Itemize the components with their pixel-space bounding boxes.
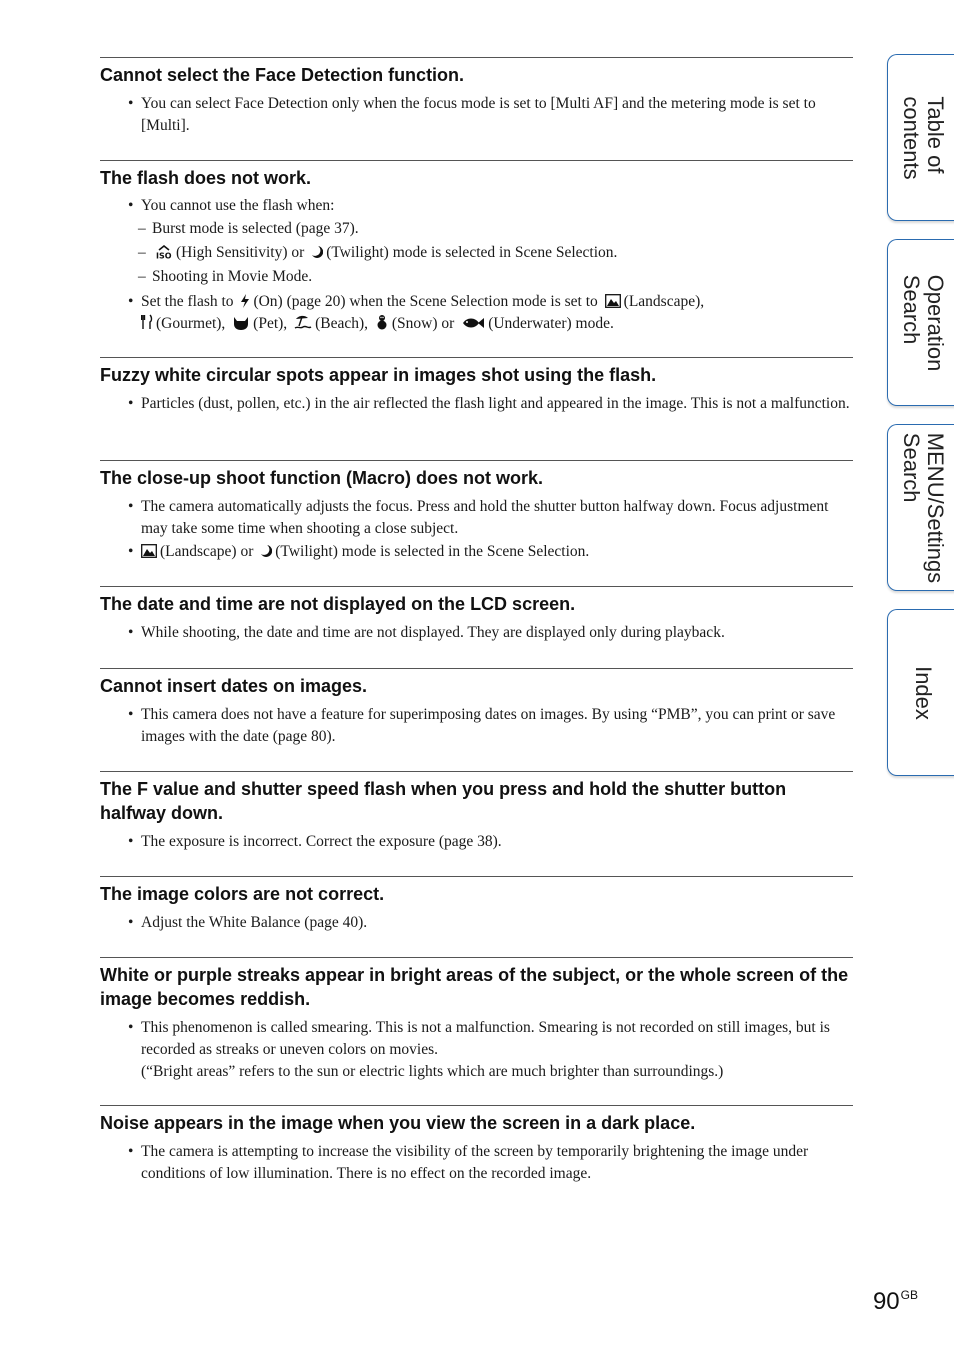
dash-text: (Twilight) mode is selected in Scene Selection. [326,244,618,261]
tab-line: Operation [923,274,948,371]
page-number [873,1288,918,1316]
bullet-text: (On) (page 20) when the Scene Selection mode is set to [253,293,598,310]
bullet-text: (Snow) or [391,315,455,332]
tab-menu-settings-search-label [899,432,947,582]
section-streaks [100,957,853,1105]
tab-line: Table of [923,95,948,173]
tab-operation-search[interactable] [887,239,954,406]
section-title: The image colors are not correct. [100,884,385,904]
twilight-icon [311,245,323,259]
tab-line: Search [899,274,924,344]
section-title: Cannot select the Face Detection function. [100,65,465,85]
flash-on-icon [240,294,250,308]
bullet-list [100,1017,853,1083]
bullet-text: (Beach), [315,315,368,332]
bullet-list [100,704,853,748]
list-item: • You can select Face Detection only when the focus mode is set to [Multi AF] and the metering mode is set to [Multi]. [100,93,853,137]
bullet-text: (Gourmet), [156,315,226,332]
section-title: Noise appears in the image when you view the screen in a dark place. [100,1113,696,1133]
section-title: The close-up shoot function (Macro) does not work. [100,468,544,488]
bullet-text: This phenomenon is called smearing. This is not a malfunction. Smearing is not recorded on still images, but is recorded as streaks or uneven colors on movies. [141,1019,830,1058]
beach-icon [294,314,312,330]
tab-menu-settings-search[interactable] [887,424,954,591]
list-item: – Burst mode is selected (page 37). [100,218,853,240]
snow-icon [375,314,389,330]
high-sensitivity-icon [155,245,173,259]
main-content [100,57,853,1206]
section-date-display [100,586,853,668]
section-macro [100,460,853,586]
section-title: The flash does not work. [100,168,312,188]
section-image-colors [100,876,853,957]
bullet-text: (Landscape), [623,293,705,310]
section-flash [100,160,853,357]
section-title: Cannot insert dates on images. [100,676,368,696]
tab-index-label [911,666,935,720]
tab-line: MENU/Settings [923,432,948,583]
bullet-list [100,393,853,415]
bullet-text: (Underwater) mode. [488,315,614,332]
list-item: • Particles (dust, pollen, etc.) in the air reflected the flash light and appeared in the image. This is not a malfunction. [100,393,853,415]
list-item [100,291,853,335]
bullet-note: (“Bright areas” refers to the sun or electric lights which are much brighter than surroundings.) [141,1063,724,1080]
tab-operation-search-label [899,274,947,371]
list-item [100,242,853,264]
landscape-icon [605,294,621,308]
dash-text: (High Sensitivity) or [176,244,305,261]
section-title: The F value and shutter speed flash when you press and hold the shutter button halfway down. [100,779,787,823]
list-item: • The exposure is incorrect. Correct the exposure (page 38). [100,831,853,853]
page-number-value: 90 [872,1288,900,1315]
section-title: Fuzzy white circular spots appear in images shot using the flash. [100,365,657,385]
list-item [100,541,853,563]
list-item: – Shooting in Movie Mode. [100,266,853,288]
list-item: • Adjust the White Balance (page 40). [100,912,853,934]
tab-line: contents [899,95,924,180]
pet-icon [232,315,250,330]
bullet-text: (Pet), [253,315,288,332]
page-number-suffix: GB [900,1288,918,1302]
landscape-icon [141,544,157,558]
svg-text:ISO: – ISO [156,251,172,259]
tab-line: Search [899,432,924,503]
gourmet-icon [141,314,153,330]
section-f-value [100,771,853,876]
underwater-icon [461,316,485,330]
bullet-list [100,831,853,853]
tab-line: Index [911,665,936,720]
section-insert-dates [100,668,853,771]
list-item: • The camera automatically adjusts the focus. Press and hold the shutter button halfway down. Focus adjustment may take some time when shooting a close subject. [100,496,853,540]
section-noise [100,1105,853,1206]
bullet-text: Set the flash to [141,293,234,310]
bullet-list [100,622,853,644]
list-item: • While shooting, the date and time are not displayed. They are displayed only during playback. [100,622,853,644]
list-item: • You cannot use the flash when: [100,195,853,217]
section-title: The date and time are not displayed on the LCD screen. [100,594,576,614]
tab-table-of-contents-label [899,96,947,179]
section-face-detection [100,57,853,160]
section-title: White or purple streaks appear in bright areas of the subject, or the whole screen of the image becomes reddish. [100,965,849,1009]
bullet-list [100,1141,853,1185]
list-item [100,1017,853,1083]
list-item: • The camera is attempting to increase the visibility of the screen by temporarily brightening the image under conditions of low illumination. There is no effect on the recorded image. [100,1141,853,1185]
bullet-text: (Twilight) mode is selected in the Scene Selection. [275,543,590,560]
bullet-list [100,496,853,563]
bullet-list [100,195,853,335]
tab-index[interactable] [887,609,954,776]
bullet-list [100,912,853,934]
tab-table-of-contents[interactable] [887,54,954,221]
twilight-icon [260,544,272,558]
list-item: • This camera does not have a feature for superimposing dates on images. By using “PMB”, you can print or save images with the date (page 80). [100,704,853,748]
bullet-text: (Landscape) or [160,543,254,560]
bullet-list [100,93,853,137]
section-fuzzy-spots [100,357,853,460]
